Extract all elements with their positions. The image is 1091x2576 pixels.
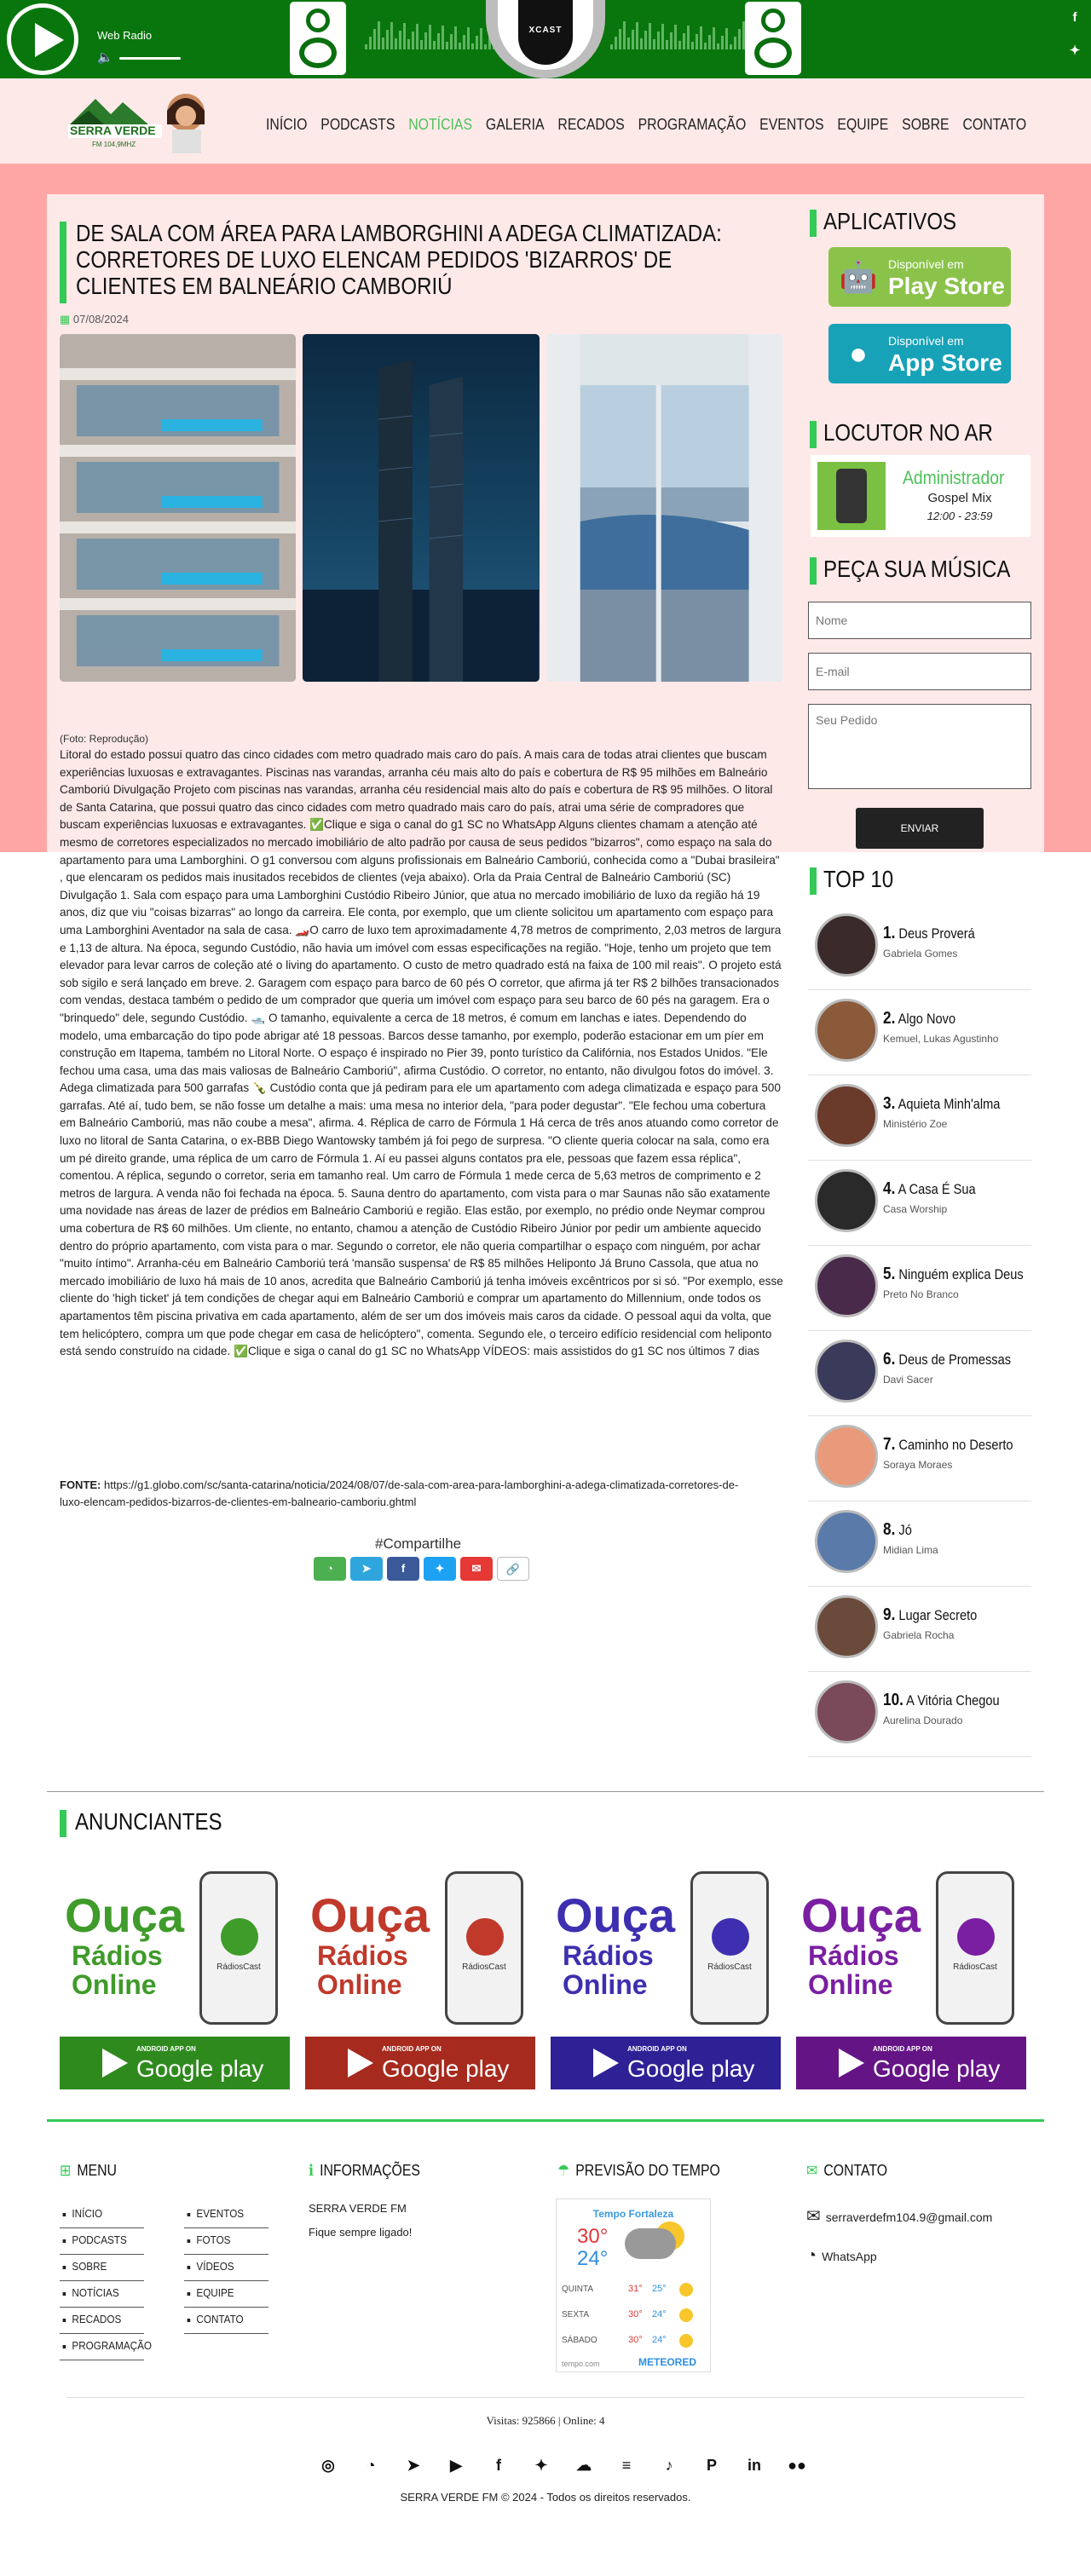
song-rank: 3. [883,1094,896,1113]
song-rank: 7. [883,1435,896,1454]
volume-control[interactable] [97,51,181,65]
album-cover [815,1595,878,1658]
top10-item[interactable] [808,1672,1031,1757]
app-store-small: Disponível em [888,334,964,348]
top10-item[interactable] [808,1501,1031,1587]
deezer-icon[interactable]: ≡ [621,2457,632,2474]
whatsapp-text: WhatsApp [822,2250,877,2263]
top10-item[interactable] [808,990,1031,1075]
ad-gp-big: Google play [873,2055,1001,2082]
song-artist: Aurelina Dourado [883,1714,963,1726]
album-cover [815,999,878,1062]
weather-day-row [562,2279,707,2300]
weather-day: SEXTA [562,2310,590,2320]
ad-banner[interactable] [796,1866,1026,2089]
whatsapp-share-button[interactable] [314,1557,346,1581]
ad-ouca: Ouça [556,1888,676,1942]
footer-menu-item[interactable]: EVENTOS [184,2202,268,2228]
song-artist: Casa Worship [883,1203,948,1215]
weather-now-high: 30° [577,2225,609,2248]
email-icon: ✉ [471,1562,482,1575]
anunciantes-title: ANUNCIANTES [75,1808,222,1835]
footer-menu-item[interactable]: RECADOS [60,2308,144,2334]
pinterest-icon[interactable]: P [706,2457,717,2474]
phone-image [445,1871,523,2025]
photo-building-balconies [60,334,296,682]
facebook-icon[interactable]: f [1072,10,1077,25]
footer-menu-item[interactable]: SOBRE [60,2255,144,2281]
station-label: Web Radio [97,29,153,42]
article-title: DE SALA COM ÁREA PARA LAMBORGHINI A ADEGA CLIMATIZADA: CORRETORES DE LUXO ELENCAM PEDIDOS 'BIZARROS' DE CLIENTES EM BALNEÁRIO CAMBORIÚ [76,220,722,299]
google-play-badge [305,2037,535,2089]
song-artist: Davi Sacer [883,1374,933,1386]
share-title: #Compartilhe [375,1536,462,1552]
google-play-badge [796,2037,1026,2089]
play-button[interactable] [7,3,78,75]
ad-gp-big: Google play [136,2055,264,2082]
album-cover [815,1169,878,1232]
song-title-line [883,1179,976,1199]
radioscast-logo-icon [957,1918,995,1956]
phone-image [199,1871,278,2025]
song-title: A Casa É Sua [898,1181,976,1197]
song-title: A Vitória Chegou [906,1692,1000,1709]
ad-ouca: Ouça [65,1888,185,1942]
footer-menu-item[interactable]: INÍCIO [60,2202,144,2228]
sitemap-icon: ⊞ [60,2162,72,2179]
footer-menu-item[interactable]: PROGRAMAÇÃO [60,2334,144,2360]
weather-day-low: 24° [652,2335,667,2345]
ad-radios: Rádios [317,1940,408,1971]
weather-brand: tempo.com [562,2360,600,2368]
weather-day: QUINTA [562,2285,594,2294]
top10-accent [810,867,817,895]
weather-day: SÁBADO [562,2336,597,2345]
footer-menu-col1 [60,2202,153,2360]
song-artist: Soraya Moraes [883,1459,953,1471]
nav-8[interactable]: SOBRE [902,116,950,133]
name-input[interactable] [808,602,1031,639]
contact-title-text: CONTATO [823,2162,888,2179]
song-title-line [883,1265,1024,1284]
twitter-icon: ✦ [435,1562,445,1575]
nav-0[interactable]: INÍCIO [266,116,308,133]
top10-item[interactable] [808,1587,1031,1672]
article-source [60,1477,742,1511]
nav-2[interactable]: NOTÍCIAS [408,116,473,133]
ad-banner[interactable] [305,1866,535,2089]
song-artist: Midian Lima [883,1544,938,1556]
song-rank: 4. [883,1179,896,1198]
soundcloud-icon[interactable]: ☁ [576,2457,592,2474]
app-store-label: App Store [888,349,1002,376]
source-label: FONTE: [60,1478,101,1491]
sun-icon [679,2308,693,2322]
locutor-name: Administrador [903,467,1005,488]
weather-widget[interactable] [556,2199,711,2372]
share-buttons [314,1557,529,1581]
album-cover [815,913,878,977]
send-button[interactable]: ENVIAR [856,808,984,849]
footer-divider [47,2119,1044,2122]
song-title: Deus de Promessas [898,1351,1012,1368]
visit-counter [0,2414,1091,2428]
album-cover [815,1254,878,1317]
google-play-badge [551,2037,781,2089]
whatsapp-icon: ◔ [326,1562,333,1575]
top10-item[interactable] [808,1416,1031,1501]
visits-text: Visitas: 925866 | [486,2414,563,2427]
album-cover [815,1084,878,1147]
locutor-card [811,455,1030,537]
album-cover [815,1510,878,1573]
weather-city: Tempo Fortaleza [592,2208,674,2220]
weather-title-text: PREVISÃO DO TEMPO [575,2162,720,2179]
footer-socials [317,2454,808,2476]
footer-menu-col2 [184,2202,278,2334]
youtube-icon[interactable]: ▶ [450,2457,462,2474]
cloud-icon [625,2228,676,2259]
request-textarea[interactable] [808,704,1031,789]
song-title: Algo Novo [898,1011,956,1027]
song-title: Aquieta Minh'alma [898,1096,1001,1112]
song-rank: 2. [883,1009,896,1028]
top10-item[interactable] [808,1161,1031,1246]
song-artist: Ministério Zoe [883,1118,948,1130]
player-bar [0,0,1091,78]
main-nav [266,116,1026,134]
song-title-line [883,1350,1011,1369]
google-play-icon [102,2049,128,2078]
android-icon: 🤖 [839,259,878,294]
twitter-share-button[interactable] [424,1557,456,1581]
ad-radios: Rádios [563,1940,654,1971]
weather-day-high: 30° [628,2309,643,2320]
volume-icon: 🔈 [97,50,113,65]
song-title: Caminho no Deserto [898,1437,1013,1453]
sun-icon [679,2283,693,2297]
footer-menu-item[interactable]: FOTOS [184,2228,268,2255]
song-title-line [883,1520,912,1540]
song-title-line [883,1605,977,1625]
photo-twin-towers [303,334,539,682]
nav-1[interactable]: PODCASTS [320,116,395,133]
top10-item[interactable] [808,905,1031,990]
section-divider [47,1791,1044,1792]
weather-provider: METEORED [638,2356,697,2368]
online-text: Online: 4 [563,2414,605,2427]
weather-now-low: 24° [577,2247,609,2270]
contact-email[interactable] [806,2205,992,2227]
radioscast-logo-icon [712,1918,749,1956]
apps-title: APLICATIVOS [823,208,957,234]
footer-weather-title [557,2162,720,2180]
weather-day-row [562,2331,707,2351]
song-rank: 9. [883,1605,896,1624]
facebook-icon[interactable]: f [496,2457,501,2474]
link-share-button[interactable] [497,1557,529,1581]
instagram-icon[interactable]: ◎ [321,2457,335,2474]
locutor-accent [810,421,817,448]
nav-3[interactable]: GALERIA [485,116,545,133]
top10-title: TOP 10 [823,866,894,892]
ad-gp-big: Google play [382,2055,510,2082]
song-artist: Preto No Branco [883,1288,959,1300]
site-logo[interactable] [66,85,211,153]
contact-whatsapp[interactable] [806,2246,877,2266]
google-play-badge [60,2037,290,2089]
ad-radios: Rádios [72,1940,163,1971]
source-url[interactable]: https://g1.globo.com/sc/santa-catarina/noticia/2024/08/07/de-sala-com-area-para-lamborghini-a-adega-climatizada-corretores-de-luxo-elencam-pedidos-bizarros-de-clientes-em-balneario-camboriu.ghtml [60,1478,739,1508]
ad-online: Online [72,1969,157,2000]
weather-day-high: 31° [628,2284,643,2294]
article-date [60,313,129,326]
ad-gp-small: ANDROID APP ON [873,2045,932,2053]
song-title-line [883,1691,1000,1710]
footer-contact-title [806,2162,887,2180]
ad-brand: RádiosCast [953,1962,997,1972]
ad-online: Online [808,1969,893,2000]
flickr-icon[interactable]: ●● [788,2457,806,2474]
nav-4[interactable]: RECADOS [557,116,625,133]
song-rank: 6. [883,1350,896,1369]
speaker-icon [290,2,346,75]
google-play-icon [839,2049,864,2078]
locutor-show: Gospel Mix [927,491,992,505]
info-tagline: Fique sempre ligado! [309,2226,413,2239]
top10-item[interactable] [808,1331,1031,1416]
logo-subtitle: FM 104,9MHZ [92,141,136,148]
nav-5[interactable]: PROGRAMAÇÃO [638,116,747,133]
locutor-time: 12:00 - 23:59 [926,510,993,522]
ad-online: Online [563,1969,648,2000]
article-body: Litoral do estado possui quatro das cinco cidades com metro quadrado mais caro do país. A mais cara de todas atrai clientes que buscam experiências luxuosas e extravagantes. Piscinas nas varandas, arranha céu mais alto do país e cobertura de R$ 95 milhões em Balneário Camboriú Divulgação Projeto com piscinas nas varandas, arranha céu residencial mais alto do país e cobertura de R$ 95 milhões. O litoral de Santa Catarina, que possui quatro das cinco cidades com metro quadrado mais caro do país, atrai uma série de compradores que buscam experiências luxuosas e extravagantes. ✅Clique e siga o canal do g1 SC no WhatsApp Alguns clientes chamam a atenção até mesmo de corretores especializados no mercado imobiliário de alto padrão por causa de seus pedidos "bizarros", como espaço na sala do apartamento para uma Lamborghini. O g1 conversou com alguns profissionais em Balneário Camboriú, conhecida como a "Dubai brasileira" , que elencaram os pedidos mais inusitados recebidos de clientes (veja abaixo). Orla da Praia Central de Balneário Camboriú (SC) Divulgação 1. Sala com espaço para uma Lamborghini Custódio Ribeiro Júnior, que atua no mercado imobiliário de luxo da região há 19 anos, diz que viu "coisas bizarras" ao longo da carreira. Ele conta, por exemplo, que um cliente solicitou um apartamento com espaço para uma Lamborghini Aventador na sala de casa. 🏎️O carro de luxo tem aproximadamente 4,78 metros de comprimento, 2,03 metros de largura e 1,13 de altura. Na época, segundo Custódio, não havia um imóvel com essas especificações na região. "Hoje, tenho um projeto que tem elevador para levar carros de coleção até o living do apartamento. O custo de metro quadrado está na faixa de 100 mil reais". O projeto está sob sigilo e será lançado em breve. 2. Garagem com espaço para barco de 60 pés O corretor, que afirma já ter R$ 2 bilhões transacionados com vendas, destaca também o pedido de um comprador que queria um imóvel com espaço para seu barco de 60 pés na garagem. Era o "brinquedo" dele, segundo Custódio. 🛥️ O tamanho, equivalente a cerca de 18 metros, é comum em lanchas e iates. Dependendo do modelo, uma embarcação do tipo pode abrigar até 18 pessoas. Barcos desse tamanho, por exemplo, poderão estacionar em um píer em construção em Itapema, também no Litoral Norte. O espaço é inspirado no Pier 39, ponto turístico da Califórnia, nos Estados Unidos. "Ele fechou uma casa, uma das mais valiosas de Balneário Camboriú", afirma Custódio. O corretor, no entanto, não divulgou fotos do imóvel. 3. Adega climatizada para 500 garrafas 🍾 Custódio conta que já pediram para ele um apartamento com adega climatizada e espaço para 500 garrafas. Até aí, tudo bem, se não fosse um detalhe a mais: uma mesa no interior dela, "para poder degustar". "Ele fechou uma cobertura em Balneário Camboriú, mas não coube a mesa", afirma. 4. Réplica de carro de Fórmula 1 Há cerca de três anos atuando como corretor de luxo no litoral de Santa Catarina, o ex-BBB Diego Wantowsky também já foi pego de surpresa. "O cliente queria colocar na sala, como era um pé direito grande, uma réplica de um carro de Fórmula 1. Aí eu passei alguns contatos pra ele, pessoas que fazem essa réplica", comentou. A réplica, segundo o corretor, seria em tamanho real. Um carro de Fórmula 1 mede cerca de 5,63 metros de comprimento e 2 metros de largura. A venda não foi fechada na época. 5. Sauna dentro do apartamento, com vista para o mar Saunas não são exatamente uma novidade nas áreas de lazer de prédios em Balneário Camboriú e região. Elas estão, por exemplo, no prédio onde Neymar comprou uma cobertura de R$ 60 milhões. Um cliente, no entanto, chamou a atenção de Custódio Ribeiro Júnior por pedir um ambiente aquecido dentro do próprio apartamento, com vista para o mar. Segundo o corretor, ele não queria compartilhar o espaço com ninguém, por achar "muito íntimo". Arranha-céu em Balneário Camboriú terá 'mansão suspensa' de R$ 85 milhões Heliponto Já Bruno Cassola, que atua no mercado imobiliário de luxo há mais de 10 anos, acredita que Balneário Camboriú já tenha imóveis excêntricos por si só. "Por exemplo, esse cliente do 'high ticket' já tem condições de chegar aqui em Balneário Camboriú e comprar um apartamento do Millennium, onde todos os apartamentos têm piscina privativa em cada apartamento, além de ser um dos imóveis mais caros da cidade. O pessoal aqui da volta, que tem helicóptero, compra um que pode chegar em casa de helicóptero", comenta. Segundo ele, o terceiro edifício residencial com heliponto está sendo construído na cidade. ✅Clique e siga o canal do g1 SC no WhatsApp VÍDEOS: mais assistidos do g1 SC nos últimos 7 dias [60,748,783,1358]
locutor-title: LOCUTOR NO AR [823,419,993,446]
email-share-button[interactable] [460,1557,493,1581]
nav-7[interactable]: EQUIPE [837,116,889,133]
footer-menu-item[interactable]: NOTÍCIAS [60,2281,144,2308]
song-title-line [883,1094,1000,1114]
google-play-icon [348,2049,373,2078]
ad-gp-small: ANDROID APP ON [136,2045,196,2053]
speaker-icon [745,2,801,75]
play-store-small: Disponível em [888,257,964,271]
telegram-share-button[interactable] [350,1557,383,1581]
sun-icon [679,2334,693,2348]
ad-ouca: Ouça [801,1888,921,1942]
song-title-line [883,924,975,943]
copyright: SERRA VERDE FM © 2024 - Todos os direitos reservados. [400,2491,691,2504]
ad-gp-small: ANDROID APP ON [382,2045,442,2053]
station-logo [486,0,605,78]
phone-image [936,1871,1014,2025]
photo-caption: (Foto: Reprodução) [60,733,149,745]
song-title-line [883,1435,1013,1455]
footer-menu-item[interactable]: VÍDEOS [184,2255,268,2281]
title-accent [60,222,66,303]
telegram-icon: ➤ [361,1562,372,1575]
photo-ocean-view [546,334,782,682]
ad-banner[interactable] [551,1866,781,2089]
ad-radios: Rádios [808,1940,899,1971]
facebook-share-button[interactable] [387,1557,419,1581]
ad-brand: RádiosCast [216,1962,261,1972]
twitter-icon[interactable]: ✦ [1069,43,1081,58]
album-cover [815,1680,878,1743]
nav-9[interactable]: CONTATO [962,116,1027,133]
email-input[interactable] [808,653,1031,690]
weather-day-row [562,2305,707,2325]
radioscast-logo-icon [221,1918,258,1956]
request-title: PEÇA SUA MÚSICA [823,556,1011,582]
link-icon: 🔗 [505,1563,521,1576]
album-cover [815,1425,878,1488]
google-play-icon [593,2049,619,2078]
footer-info-title [309,2162,420,2180]
ad-brand: RádiosCast [462,1962,506,1972]
ad-gp-small: ANDROID APP ON [627,2045,687,2053]
top10-item[interactable] [808,1075,1031,1161]
request-accent [810,557,817,585]
song-rank: 10. [883,1691,903,1709]
phone-image [690,1871,769,2025]
twitter-icon[interactable]: ✦ [534,2457,548,2474]
email-text: serraverdefm104.9@gmail.com [825,2210,993,2224]
ad-gp-big: Google play [627,2055,755,2082]
song-title: Ninguém explica Deus [898,1266,1024,1282]
ad-online: Online [317,1969,402,2000]
play-store-label: Play Store [888,273,1005,299]
menu-title-text: MENU [77,2162,117,2179]
play-store-button[interactable] [828,247,1011,307]
ad-brand: RádiosCast [707,1962,752,1972]
song-rank: 8. [883,1520,896,1539]
radioscast-logo-icon [466,1918,504,1956]
weather-day-high: 30° [628,2335,643,2345]
whatsapp-icon: ◔ [806,2246,817,2265]
equalizer-right [610,19,753,49]
date-text: 07/08/2024 [72,313,129,326]
locutor-avatar [817,462,886,530]
volume-slider[interactable] [119,57,181,60]
top10-item[interactable] [808,1246,1031,1331]
apple-icon: ● [849,336,868,371]
apps-accent [810,210,817,237]
song-artist: Kemuel, Lukas Agustinho [883,1033,999,1045]
weather-day-low: 25° [652,2284,667,2294]
ad-ouca: Ouça [310,1888,430,1942]
info-icon: ℹ [309,2162,315,2179]
song-artist: Gabriela Gomes [883,948,958,960]
song-rank: 5. [883,1265,896,1283]
song-rank: 1. [883,924,896,942]
footer-menu-item[interactable]: CONTATO [184,2308,268,2334]
song-title: Lugar Secreto [898,1607,978,1623]
article-photos [60,334,782,682]
app-store-button[interactable] [828,324,1011,383]
envelope-icon: ✉ [806,2162,818,2179]
whatsapp-icon[interactable]: ◔ [366,2457,376,2474]
song-artist: Gabriela Rocha [883,1629,955,1641]
footer-rule [66,2397,1025,2398]
main-navbar [0,78,1091,164]
nav-6[interactable]: EVENTOS [759,116,824,133]
calendar-icon: ▦ [60,313,71,326]
song-title: Deus Proverá [898,925,975,942]
song-title: Jó [898,1522,912,1538]
tiktok-icon[interactable]: ♪ [665,2457,673,2474]
linkedin-icon[interactable]: in [748,2457,761,2474]
song-title-line [883,1009,955,1029]
facebook-icon: f [401,1562,406,1575]
mail-icon: ✉ [806,2207,821,2226]
footer-menu-item[interactable]: EQUIPE [184,2281,268,2308]
ad-banner[interactable] [60,1866,290,2089]
anunc-accent [60,1810,66,1837]
logo-title: SERRA VERDE [70,124,156,137]
info-name: SERRA VERDE FM [309,2202,407,2215]
weather-day-low: 24° [652,2309,667,2320]
umbrella-icon: ☂ [557,2162,570,2179]
telegram-icon[interactable]: ➤ [407,2457,420,2474]
info-title-text: INFORMAÇÕES [320,2162,420,2179]
footer-menu-title [60,2162,117,2180]
footer-menu-item[interactable]: PODCASTS [60,2228,144,2255]
album-cover [815,1340,878,1403]
logo-text: XCAST [528,26,563,35]
